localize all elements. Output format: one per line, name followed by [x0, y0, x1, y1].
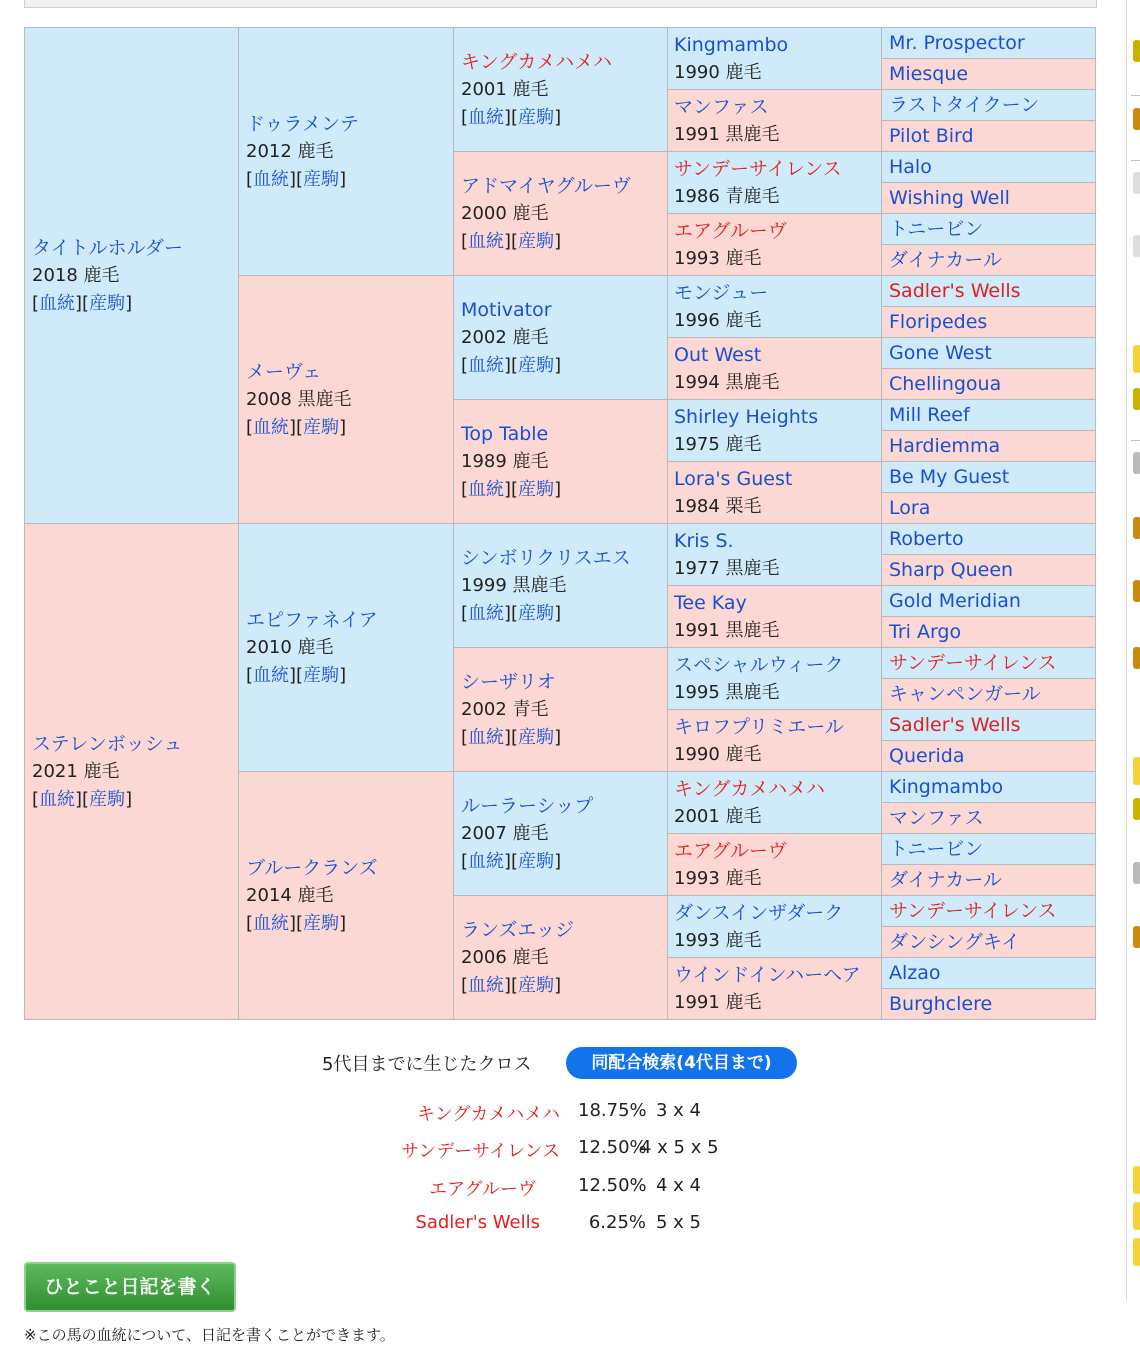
- cross-pattern: 4 x 4: [656, 1175, 701, 1196]
- horse-name-link[interactable]: Kingmambo: [889, 776, 1004, 798]
- pedigree-links: [血統][産駒]: [461, 230, 562, 252]
- offspring-link[interactable]: 産駒: [89, 292, 126, 314]
- horse-name-link[interactable]: サンデーサイレンス: [889, 652, 1057, 674]
- top-panel-edge: [24, 0, 1097, 8]
- pedigree-cell-gen5: [882, 617, 1096, 648]
- horse-name-link[interactable]: ドゥラメンテ: [246, 112, 359, 135]
- horse-name-link[interactable]: タイトルホルダー: [32, 236, 183, 259]
- pedigree-link[interactable]: 血統: [253, 664, 290, 686]
- horse-name-link[interactable]: キングカメハメハ: [674, 777, 826, 800]
- pedigree-cell-gen3: [454, 648, 668, 772]
- pedigree-cell-gen5: [882, 710, 1096, 741]
- horse-birth-coat: 1996 鹿毛: [674, 309, 762, 331]
- horse-birth-coat: 1993 鹿毛: [674, 247, 762, 269]
- pedigree-link[interactable]: 血統: [468, 106, 505, 128]
- horse-name-link[interactable]: Tee Kay: [674, 591, 747, 614]
- sidebar-chip[interactable]: [1133, 235, 1140, 257]
- horse-name-link[interactable]: ランズエッジ: [461, 918, 575, 941]
- offspring-link[interactable]: 産駒: [518, 354, 555, 376]
- horse-birth-coat: 1991 鹿毛: [674, 991, 762, 1013]
- pedigree-cell-gen4: [668, 896, 882, 958]
- cross-percentage: 12.50%: [578, 1175, 647, 1196]
- horse-name-link[interactable]: Mr. Prospector: [889, 32, 1025, 54]
- offspring-link[interactable]: 産駒: [303, 168, 340, 190]
- pedigree-cell-gen4: [668, 772, 882, 834]
- pedigree-links: [血統][産駒]: [461, 602, 562, 624]
- pedigree-links: [血統][産駒]: [246, 664, 347, 686]
- pedigree-cell-gen5: [882, 586, 1096, 617]
- horse-name-link[interactable]: Gold Meridian: [889, 590, 1021, 612]
- horse-birth-coat: 2007 鹿毛: [461, 822, 549, 844]
- horse-birth-coat: 2021 鹿毛: [32, 760, 120, 782]
- horse-name-link[interactable]: スペシャルウィーク: [674, 653, 844, 676]
- horse-birth-coat: 1995 黒鹿毛: [674, 681, 780, 703]
- cross-percentage: 6.25%: [588, 1212, 646, 1233]
- pedigree-cell-gen5: [882, 307, 1096, 338]
- horse-name-link[interactable]: ウインドインハーヘア: [674, 963, 861, 986]
- horse-name-link[interactable]: Out West: [674, 343, 762, 366]
- horse-name-link[interactable]: マンファス: [674, 95, 769, 118]
- horse-name-link[interactable]: Kingmambo: [674, 33, 789, 56]
- horse-name-link[interactable]: シーザリオ: [461, 670, 556, 693]
- right-sidebar-edge: [1126, 0, 1140, 1300]
- pedigree-cell-gen4: [668, 462, 882, 524]
- pedigree-cell-gen3: [454, 276, 668, 400]
- cross-row: [360, 1137, 780, 1167]
- cross-row: [360, 1175, 780, 1205]
- horse-name-link[interactable]: Alzao: [889, 962, 941, 984]
- sidebar-chip[interactable]: [1133, 647, 1140, 669]
- pedigree-cell-gen4: [668, 710, 882, 772]
- pedigree-cell-gen3: [454, 400, 668, 524]
- sidebar-chip[interactable]: [1133, 388, 1140, 410]
- horse-name-link[interactable]: Wishing Well: [889, 187, 1010, 209]
- horse-birth-coat: 1989 鹿毛: [461, 450, 549, 472]
- pedigree-cell-gen5: [882, 927, 1096, 958]
- pedigree-cell-gen3: [454, 524, 668, 648]
- pedigree-cell-gen4: [668, 214, 882, 276]
- cross-pattern: 4 x 5 x 5: [640, 1137, 719, 1158]
- pedigree-cell-gen5: [882, 90, 1096, 121]
- horse-birth-coat: 2001 鹿毛: [674, 805, 762, 827]
- offspring-link[interactable]: 産駒: [518, 106, 555, 128]
- sidebar-chip[interactable]: [1133, 517, 1140, 539]
- pedigree-cell-gen5: [882, 28, 1096, 59]
- horse-birth-coat: 1999 黒鹿毛: [461, 574, 567, 596]
- pedigree-links: [血統][産駒]: [461, 106, 562, 128]
- offspring-link[interactable]: 産駒: [518, 726, 555, 748]
- horse-birth-coat: 2001 鹿毛: [461, 78, 549, 100]
- sidebar-chip[interactable]: [1133, 1166, 1140, 1194]
- horse-name-link[interactable]: ブルークランズ: [246, 856, 378, 879]
- horse-birth-coat: 1984 栗毛: [674, 495, 762, 517]
- cross-horse-link[interactable]: キングカメハメハ: [416, 1104, 560, 1125]
- pedigree-cell-gen5: [882, 741, 1096, 772]
- horse-birth-coat: 2002 鹿毛: [461, 326, 549, 348]
- pedigree-cell-gen4: [668, 28, 882, 90]
- horse-birth-coat: 1991 黒鹿毛: [674, 123, 780, 145]
- horse-birth-coat: 1994 黒鹿毛: [674, 371, 780, 393]
- pedigree-cell-gen4: [668, 524, 882, 586]
- pedigree-cell-gen3: [454, 896, 668, 1020]
- horse-birth-coat: 1975 鹿毛: [674, 433, 762, 455]
- pedigree-links: [血統][産駒]: [32, 788, 133, 810]
- horse-name-link[interactable]: Hardiemma: [889, 435, 1001, 457]
- offspring-link[interactable]: 産駒: [303, 416, 340, 438]
- horse-name-link[interactable]: マンファス: [889, 807, 984, 829]
- sidebar-chip[interactable]: [1133, 172, 1140, 194]
- pedigree-cell-gen5: [882, 431, 1096, 462]
- offspring-link[interactable]: 産駒: [518, 974, 555, 996]
- pedigree-cell-gen5: [882, 493, 1096, 524]
- horse-name-link[interactable]: Lora: [889, 497, 931, 519]
- horse-name-link[interactable]: Shirley Heights: [674, 405, 819, 428]
- horse-birth-coat: 1993 鹿毛: [674, 867, 762, 889]
- horse-name-link[interactable]: サンデーサイレンス: [889, 900, 1057, 922]
- sidebar-chip[interactable]: [1133, 40, 1140, 62]
- offspring-link[interactable]: 産駒: [303, 912, 340, 934]
- pedigree-cell-gen5: [882, 245, 1096, 276]
- horse-name-link[interactable]: ダンスインザダーク: [674, 901, 844, 924]
- sidebar-chip[interactable]: [1133, 108, 1140, 130]
- horse-name-link[interactable]: ルーラーシップ: [461, 794, 594, 817]
- pedigree-cell-gen3: [454, 772, 668, 896]
- pedigree-cell-gen4: [668, 338, 882, 400]
- horse-name-link[interactable]: モンジュー: [674, 281, 769, 304]
- horse-name-link[interactable]: キングカメハメハ: [461, 50, 613, 73]
- pedigree-link[interactable]: 血統: [468, 354, 505, 376]
- horse-name-link[interactable]: Gone West: [889, 342, 992, 364]
- diary-note: ※この馬の血統について、日記を書くことができます。: [24, 1326, 395, 1344]
- pedigree-cell-gen2: [239, 524, 454, 772]
- horse-birth-coat: 1993 鹿毛: [674, 929, 762, 951]
- pedigree-links: [血統][産駒]: [461, 354, 562, 376]
- offspring-link[interactable]: 産駒: [518, 478, 555, 500]
- horse-name-link[interactable]: Floripedes: [889, 311, 988, 333]
- pedigree-links: [血統][産駒]: [461, 726, 562, 748]
- cross-percentage: 12.50%: [578, 1137, 647, 1158]
- horse-name-link[interactable]: Halo: [889, 156, 932, 178]
- pedigree-cell-gen5: [882, 121, 1096, 152]
- pedigree-cell-gen5: [882, 865, 1096, 896]
- pedigree-link[interactable]: 血統: [253, 416, 290, 438]
- pedigree-cell-gen1: [25, 28, 239, 524]
- pedigree-cell-gen5: [882, 989, 1096, 1020]
- pedigree-links: [血統][産駒]: [461, 478, 562, 500]
- pedigree-cell-gen1: [25, 524, 239, 1020]
- pedigree-link[interactable]: 血統: [468, 850, 505, 872]
- sidebar-chip[interactable]: [1133, 580, 1140, 602]
- horse-name-link[interactable]: サンデーサイレンス: [674, 157, 842, 180]
- pedigree-link[interactable]: 血統: [468, 726, 505, 748]
- pedigree-cell-gen5: [882, 214, 1096, 245]
- offspring-link[interactable]: 産駒: [518, 850, 555, 872]
- horse-name-link[interactable]: Be My Guest: [889, 466, 1010, 488]
- pedigree-cell-gen5: [882, 772, 1096, 803]
- pedigree-links: [血統][産駒]: [246, 912, 347, 934]
- pedigree-link[interactable]: 血統: [468, 974, 505, 996]
- cross-percentage: 18.75%: [578, 1100, 647, 1121]
- pedigree-link[interactable]: 血統: [468, 478, 505, 500]
- pedigree-link[interactable]: 血統: [253, 912, 290, 934]
- offspring-link[interactable]: 産駒: [518, 230, 555, 252]
- cross-title: 5代目までに生じたクロス: [322, 1054, 532, 1075]
- pedigree-cell-gen5: [882, 462, 1096, 493]
- horse-name-link[interactable]: Querida: [889, 745, 965, 767]
- horse-birth-coat: 2018 鹿毛: [32, 264, 120, 286]
- sidebar-chip[interactable]: [1133, 757, 1140, 785]
- pedigree-cell-gen5: [882, 59, 1096, 90]
- horse-name-link[interactable]: ステレンボッシュ: [32, 732, 183, 755]
- pedigree-cell-gen2: [239, 28, 454, 276]
- offspring-link[interactable]: 産駒: [518, 602, 555, 624]
- offspring-link[interactable]: 産駒: [89, 788, 126, 810]
- pedigree-links: [血統][産駒]: [246, 416, 347, 438]
- cross-row: [360, 1212, 780, 1242]
- write-diary-button[interactable]: ひとこと日記を書く: [24, 1262, 236, 1312]
- pedigree-cell-gen3: [454, 152, 668, 276]
- horse-name-link[interactable]: Sadler's Wells: [889, 714, 1021, 736]
- pedigree-cell-gen5: [882, 555, 1096, 586]
- pedigree-link[interactable]: 血統: [253, 168, 290, 190]
- cross-horse-link[interactable]: サンデーサイレンス: [401, 1141, 560, 1162]
- cross-pattern: 5 x 5: [656, 1212, 701, 1233]
- pedigree-link[interactable]: 血統: [39, 788, 76, 810]
- horse-birth-coat: 2010 鹿毛: [246, 636, 334, 658]
- sidebar-chip[interactable]: [1133, 798, 1140, 820]
- pedigree-cell-gen5: [882, 896, 1096, 927]
- pedigree-cell-gen2: [239, 276, 454, 524]
- horse-birth-coat: 2002 青毛: [461, 698, 549, 720]
- pedigree-cell-gen4: [668, 90, 882, 152]
- horse-birth-coat: 1990 鹿毛: [674, 743, 762, 765]
- pedigree-cell-gen5: [882, 152, 1096, 183]
- horse-name-link[interactable]: Burghclere: [889, 993, 993, 1015]
- pedigree-cell-gen4: [668, 276, 882, 338]
- horse-birth-coat: 2012 鹿毛: [246, 140, 334, 162]
- horse-name-link[interactable]: Mill Reef: [889, 404, 970, 426]
- horse-name-link[interactable]: Tri Argo: [889, 621, 962, 643]
- cross-horse-link[interactable]: Sadler's Wells: [415, 1212, 540, 1233]
- pedigree-cell-gen4: [668, 152, 882, 214]
- horse-name-link[interactable]: Sadler's Wells: [889, 280, 1021, 302]
- pedigree-cell-gen5: [882, 524, 1096, 555]
- horse-name-link[interactable]: ラストタイクーン: [889, 94, 1040, 116]
- pedigree-cell-gen4: [668, 400, 882, 462]
- horse-name-link[interactable]: Lora's Guest: [674, 467, 793, 490]
- sidebar-chip[interactable]: [1133, 862, 1140, 884]
- pedigree-cell-gen4: [668, 586, 882, 648]
- pedigree-cell-gen5: [882, 803, 1096, 834]
- horse-birth-coat: 1990 鹿毛: [674, 61, 762, 83]
- horse-name-link[interactable]: トニービン: [889, 838, 984, 860]
- pedigree-cell-gen5: [882, 369, 1096, 400]
- pedigree-link[interactable]: 血統: [468, 602, 505, 624]
- horse-name-link[interactable]: トニービン: [889, 218, 984, 240]
- horse-birth-coat: 1977 黒鹿毛: [674, 557, 780, 579]
- pedigree-cell-gen5: [882, 679, 1096, 710]
- pedigree-cell-gen5: [882, 183, 1096, 214]
- horse-name-link[interactable]: アドマイヤグルーヴ: [461, 174, 632, 197]
- pedigree-link[interactable]: 血統: [468, 230, 505, 252]
- pedigree-links: [血統][産駒]: [32, 292, 133, 314]
- pedigree-cell-gen2: [239, 772, 454, 1020]
- horse-name-link[interactable]: キロフプリミエール: [674, 715, 844, 738]
- pedigree-table: [24, 27, 1096, 1020]
- horse-birth-coat: 2006 鹿毛: [461, 946, 549, 968]
- cross-pattern: 3 x 4: [656, 1100, 701, 1121]
- horse-name-link[interactable]: ダンシングキイ: [889, 931, 1021, 953]
- horse-name-link[interactable]: ダイナカール: [889, 249, 1002, 271]
- horse-birth-coat: 2000 鹿毛: [461, 202, 549, 224]
- horse-name-link[interactable]: エアグルーヴ: [674, 839, 787, 862]
- pedigree-cell-gen4: [668, 834, 882, 896]
- horse-birth-coat: 2014 鹿毛: [246, 884, 334, 906]
- same-mating-search-button[interactable]: 同配合検索(4代目まで): [566, 1047, 797, 1079]
- pedigree-cell-gen5: [882, 276, 1096, 307]
- horse-name-link[interactable]: メーヴェ: [246, 360, 322, 383]
- horse-name-link[interactable]: エアグルーヴ: [674, 219, 787, 242]
- offspring-link[interactable]: 産駒: [303, 664, 340, 686]
- horse-name-link[interactable]: Motivator: [461, 298, 552, 321]
- cross-row: [360, 1100, 780, 1130]
- horse-name-link[interactable]: ダイナカール: [889, 869, 1002, 891]
- pedigree-cell-gen5: [882, 338, 1096, 369]
- sidebar-chip[interactable]: [1133, 1202, 1140, 1230]
- horse-name-link[interactable]: エピファネイア: [246, 608, 378, 631]
- pedigree-cell-gen3: [454, 28, 668, 152]
- horse-name-link[interactable]: Miesque: [889, 63, 969, 85]
- pedigree-cell-gen4: [668, 958, 882, 1020]
- pedigree-links: [血統][産駒]: [461, 974, 562, 996]
- horse-name-link[interactable]: Roberto: [889, 528, 964, 550]
- cross-horse-link[interactable]: エアグルーヴ: [429, 1179, 536, 1200]
- pedigree-link[interactable]: 血統: [39, 292, 76, 314]
- pedigree-links: [血統][産駒]: [246, 168, 347, 190]
- horse-name-link[interactable]: Kris S.: [674, 529, 734, 552]
- sidebar-chip[interactable]: [1133, 926, 1140, 948]
- horse-name-link[interactable]: キャンペンガール: [889, 683, 1041, 705]
- sidebar-chip[interactable]: [1133, 452, 1140, 474]
- sidebar-chip[interactable]: [1133, 1238, 1140, 1266]
- pedigree-cell-gen5: [882, 648, 1096, 679]
- pedigree-cell-gen5: [882, 400, 1096, 431]
- horse-birth-coat: 1986 青鹿毛: [674, 185, 780, 207]
- pedigree-cell-gen5: [882, 834, 1096, 865]
- pedigree-cell-gen5: [882, 958, 1096, 989]
- horse-name-link[interactable]: Chellingoua: [889, 373, 1002, 395]
- pedigree-cell-gen4: [668, 648, 882, 710]
- horse-birth-coat: 2008 黒鹿毛: [246, 388, 352, 410]
- pedigree-links: [血統][産駒]: [461, 850, 562, 872]
- horse-name-link[interactable]: Pilot Bird: [889, 125, 974, 147]
- horse-birth-coat: 1991 黒鹿毛: [674, 619, 780, 641]
- horse-name-link[interactable]: Top Table: [461, 422, 549, 445]
- horse-name-link[interactable]: シンボリクリスエス: [461, 546, 631, 569]
- horse-name-link[interactable]: Sharp Queen: [889, 559, 1014, 581]
- sidebar-chip[interactable]: [1133, 345, 1140, 373]
